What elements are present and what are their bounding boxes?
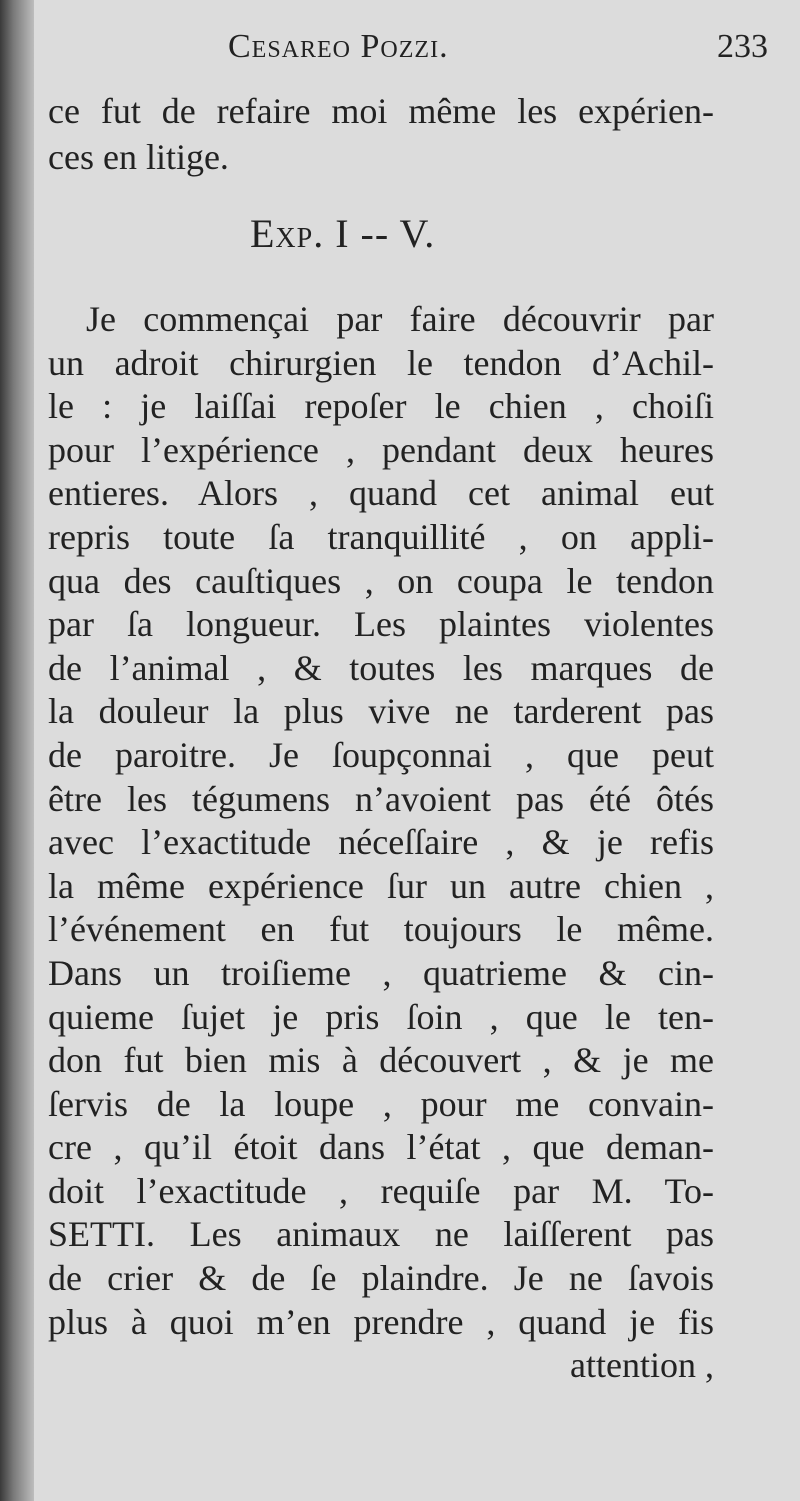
text-line: l’événement en fut toujours le même.: [48, 909, 714, 950]
carryover-text: [48, 88, 714, 181]
text-line: qua des cauſtiques , on coupa le tendon: [48, 560, 714, 601]
text-line: la douleur la plus vive ne tarderent pas: [48, 691, 714, 732]
text-line: avec l’exactitude néceſſaire , & je refis: [48, 822, 714, 863]
text-line: SETTI. Les animaux ne laiſſerent pas: [48, 1214, 714, 1255]
text-line: repris toute ſa tranquillité , on appli-: [48, 516, 714, 557]
text-line: Je commençai par faire découvrir par: [86, 299, 714, 339]
section-heading: Exp. I -- V.: [250, 211, 436, 256]
body-paragraph: [48, 298, 714, 1388]
text-line: le : je laiſſai repoſer le chien , choiſi: [48, 386, 714, 427]
text-line: doit l’exactitude , requiſe par M. To-: [48, 1170, 714, 1211]
catchword: attention ,: [570, 1345, 714, 1386]
text-line: être les tégumens n’avoient pas été ôtés: [48, 778, 714, 819]
text-line: la même expérience ſur un autre chien ,: [48, 865, 714, 906]
page-number: 233: [717, 28, 768, 65]
text-line: Dans un troiſieme , quatrieme & cin-: [48, 952, 714, 993]
text-line: de l’animal , & toutes les marques de: [48, 647, 714, 688]
text-line: un adroit chirurgien le tendon d’Achil-: [48, 342, 714, 383]
text-line: par ſa longueur. Les plaintes violentes: [48, 604, 714, 645]
text-line: de paroitre. Je ſoupçonnai , que peut: [48, 734, 714, 775]
text-line: quieme ſujet je pris ſoin , que le ten-: [48, 996, 714, 1037]
text-line: don fut bien mis à découvert , & je me: [48, 1040, 714, 1081]
running-head: [48, 28, 768, 78]
text-line: cre , qu’il étoit dans l’état , que deman-: [48, 1127, 714, 1168]
text-line: de crier & de ſe plaindre. Je ne ſavois: [48, 1258, 714, 1299]
text-line: ſervis de la loupe , pour me convain-: [48, 1083, 714, 1124]
running-title: Cesareo Pozzi.: [228, 28, 449, 65]
text-line: ce fut de refaire moi même les expérien-: [48, 91, 714, 131]
page-gutter-shadow: [0, 0, 34, 1501]
text-line: plus à quoi m’en prendre , quand je fis: [48, 1301, 714, 1342]
text-line: pour l’expérience , pendant deux heures: [48, 429, 714, 470]
text-line: entieres. Alors , quand cet animal eut: [48, 473, 714, 514]
text-line: ces en litige.: [48, 137, 229, 178]
